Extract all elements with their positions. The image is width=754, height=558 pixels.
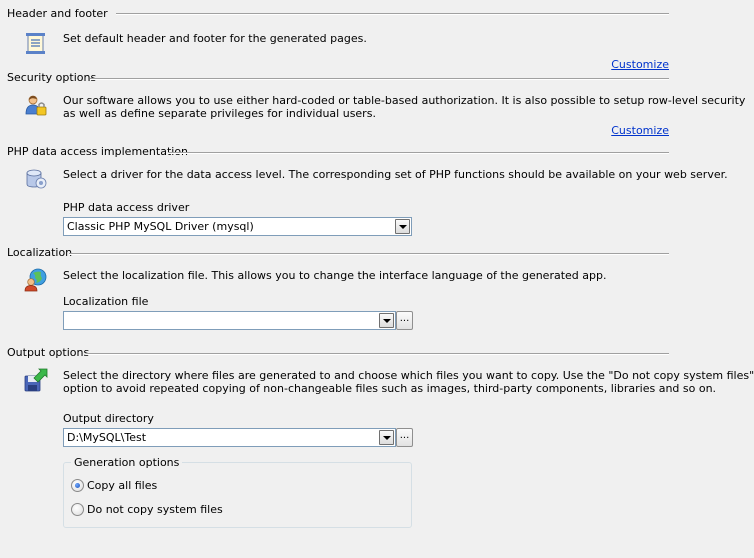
header-footer-title: Header and footer <box>7 7 108 20</box>
output-directory-label: Output directory <box>63 412 154 425</box>
output-description-line1: Select the directory where files are generated to and choose which files you want to copy. Use the "Do not copy system files" <box>63 369 754 382</box>
generation-options-caption: Generation options <box>71 456 182 469</box>
output-title: Output options <box>7 346 90 359</box>
output-directory-select[interactable] <box>63 428 396 447</box>
localization-title: Localization <box>7 246 73 259</box>
localization-file-select[interactable] <box>63 311 396 330</box>
radio-selected-indicator[interactable] <box>71 479 84 492</box>
output-directory-browse-button[interactable]: ... <box>396 428 413 447</box>
php-access-title: PHP data access implementation <box>7 145 189 158</box>
globe-user-icon <box>24 268 48 292</box>
security-title: Security options <box>7 71 97 84</box>
php-driver-value: Classic PHP MySQL Driver (mysql) <box>67 220 254 233</box>
output-directory-value: D:\MySQL\Test <box>67 431 147 444</box>
php-driver-select[interactable] <box>63 217 412 236</box>
users-lock-icon <box>24 93 48 117</box>
generation-options-group <box>63 462 412 528</box>
database-icon <box>24 167 48 191</box>
security-customize-link[interactable]: Customize <box>611 124 669 137</box>
header-footer-divider <box>116 13 669 15</box>
php-driver-dropdown-button[interactable] <box>395 219 410 234</box>
localization-file-label: Localization file <box>63 295 149 308</box>
php-driver-label: PHP data access driver <box>63 201 190 214</box>
localization-file-dropdown-button[interactable] <box>379 313 394 328</box>
output-directory-dropdown-button[interactable] <box>379 430 394 445</box>
chevron-down-icon <box>399 225 407 229</box>
php-access-description: Select a driver for the data access level. The corresponding set of PHP functions should be available on your web server. <box>63 168 728 181</box>
localization-description: Select the localization file. This allows you to change the interface language of the generated app. <box>63 269 607 282</box>
output-divider <box>86 353 669 355</box>
chevron-down-icon <box>383 319 391 323</box>
do-not-copy-system-files-label: Do not copy system files <box>87 503 223 516</box>
security-description-line1: Our software allows you to use either hard-coded or table-based authorization. It is also possible to setup row-level security <box>63 94 746 107</box>
output-description-line2: option to avoid repeated copying of non-changeable files such as images, third-party components, libraries and so on. <box>63 382 717 395</box>
save-arrow-icon <box>24 368 48 392</box>
security-divider <box>90 78 669 80</box>
copy-all-files-label: Copy all files <box>87 479 158 492</box>
header-footer-customize-link[interactable]: Customize <box>611 58 669 71</box>
security-description-line2: as well as define separate privileges for individual users. <box>63 107 376 120</box>
radio-dot <box>75 483 80 488</box>
chevron-down-icon <box>383 436 391 440</box>
document-list-icon <box>24 31 48 55</box>
radio-unselected-indicator[interactable] <box>71 503 84 516</box>
localization-divider <box>69 253 669 255</box>
header-footer-description: Set default header and footer for the generated pages. <box>63 32 367 45</box>
php-access-divider <box>168 152 669 154</box>
localization-file-browse-button[interactable]: ... <box>396 311 413 330</box>
